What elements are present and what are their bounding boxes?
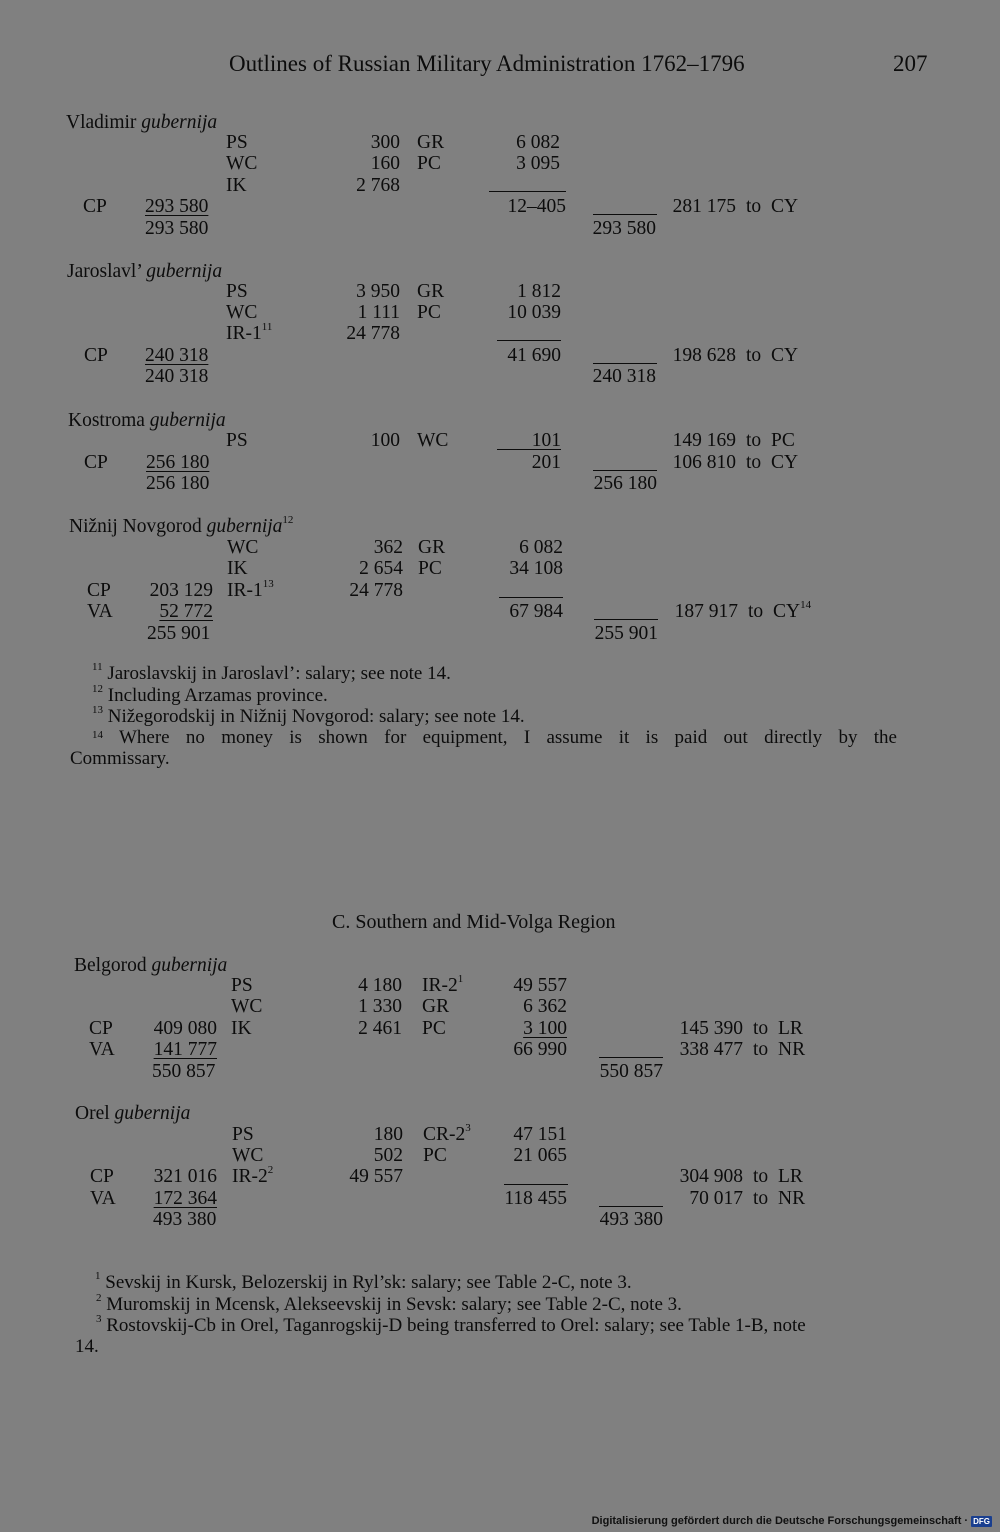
gubernija-name: Kostroma gubernija	[68, 410, 226, 431]
value: 240 318	[145, 345, 209, 366]
destination: LR	[778, 1018, 803, 1039]
remain-value: 281 175	[672, 196, 736, 217]
row-label: IK	[226, 175, 247, 196]
value: 6 082	[519, 537, 563, 558]
to-word: to	[746, 452, 762, 473]
row-label: CP	[84, 345, 108, 366]
row-label: PS	[232, 1124, 254, 1145]
total-value: 240 318	[145, 366, 209, 387]
sum-value: 12–405	[507, 196, 566, 217]
total-value: 293 580	[145, 218, 209, 239]
value: 3 095	[516, 153, 560, 174]
sum-value: 201	[531, 452, 561, 473]
total-value: 255 901	[594, 623, 658, 644]
destination: CY$^{14}$	[773, 599, 812, 622]
row-label: IK	[231, 1018, 252, 1039]
remain-value: 338 477	[679, 1039, 743, 1060]
value: 101	[531, 430, 561, 451]
total-value: 550 857	[152, 1061, 216, 1082]
row-label: VA	[90, 1188, 116, 1209]
value: 321 016	[153, 1166, 217, 1187]
remain-value: 149 169	[672, 430, 736, 451]
footnote: $^{12}$ Including Arzamas province.	[92, 683, 328, 706]
value: 21 065	[513, 1145, 567, 1166]
footnote: $^3$ Rostovskij-Cb in Orel, Taganrogskij-D being transferred to Orel: salary; see Table 1-B, note	[96, 1313, 806, 1336]
row-label: CP	[83, 196, 107, 217]
value: 34 108	[509, 558, 563, 579]
footnote-continuation: 14.	[75, 1336, 99, 1357]
to-word: to	[746, 430, 762, 451]
note-ref: 12	[282, 514, 294, 526]
value: 1 812	[517, 281, 561, 302]
row-label: GR	[422, 996, 450, 1017]
digitization-footer	[592, 1515, 992, 1527]
value: 172 364	[153, 1188, 217, 1209]
row-label: VA	[87, 601, 113, 622]
row-label: PC	[418, 558, 442, 579]
value: 180	[373, 1124, 403, 1145]
gubernija-name: Nižnij Novgorod gubernija$^{12}$	[69, 514, 294, 537]
row-label: WC	[232, 1145, 264, 1166]
remain-value: 198 628	[672, 345, 736, 366]
to-word: to	[748, 601, 764, 622]
value: 100	[370, 430, 400, 451]
value: 52 772	[159, 601, 213, 622]
destination: PC	[771, 430, 795, 451]
row-label: $IR-1^{11}$	[226, 321, 273, 344]
value: 160	[370, 153, 400, 174]
row-label: WC	[417, 430, 449, 451]
row-label: PS	[226, 132, 248, 153]
to-word: to	[753, 1018, 769, 1039]
to-word: to	[753, 1166, 769, 1187]
row-label: PC	[423, 1145, 447, 1166]
dfg-logo-icon: DFG	[973, 1516, 990, 1526]
remain-value: 187 917	[674, 601, 738, 622]
footnote: $^1$ Sevskij in Kursk, Belozerskij in Ryl’sk: salary; see Table 2-C, note 3.	[95, 1270, 632, 1293]
note-ref: 2	[267, 1164, 274, 1176]
footnote: $^{11}$ Jaroslavskij in Jaroslavl’: salary; see note 14.	[92, 661, 451, 684]
value: 256 180	[146, 452, 210, 473]
note-ref: 3	[465, 1122, 471, 1134]
to-word: to	[753, 1188, 769, 1209]
footnote: $^{14}$ Where no money is shown for equipment, I assume it is paid out directly by the Commissary.	[70, 727, 897, 769]
destination: CY	[771, 345, 799, 366]
row-label: GR	[417, 281, 445, 302]
remain-value: 145 390	[679, 1018, 743, 1039]
value: 24 778	[346, 323, 400, 344]
destination: NR	[778, 1039, 806, 1060]
row-label: PS	[226, 430, 248, 451]
row-label: CP	[90, 1166, 114, 1187]
footnote: $^2$ Muromskij in Mcensk, Alekseevskij in Sevsk: salary; see Table 2-C, note 3.	[96, 1292, 682, 1315]
sum-rule	[497, 340, 561, 341]
remain-value: 106 810	[672, 452, 736, 473]
sum-value: 118 455	[504, 1188, 567, 1209]
value: 3 950	[356, 281, 400, 302]
sum-value: 67 984	[509, 601, 563, 622]
total-value: 293 580	[592, 218, 656, 239]
destination: NR	[778, 1188, 806, 1209]
row-label: CP	[89, 1018, 113, 1039]
value: 2 768	[356, 175, 400, 196]
footnote: $^{13}$ Nižegorodskij in Nižnij Novgorod: salary; see note 14.	[92, 704, 525, 727]
row-label: WC	[231, 996, 263, 1017]
total-value: 256 180	[146, 473, 210, 494]
row-label: WC	[226, 302, 258, 323]
value: 47 151	[513, 1124, 567, 1145]
section-title: C. Southern and Mid-Volga Region	[332, 911, 616, 933]
destination: CY	[771, 196, 799, 217]
row-label: PS	[231, 975, 253, 996]
value: 2 461	[358, 1018, 402, 1039]
value: 293 580	[145, 196, 209, 217]
row-label: CP	[84, 452, 108, 473]
note-ref: 1	[457, 973, 464, 985]
note-ref: 13	[262, 578, 274, 590]
value: 141 777	[153, 1039, 217, 1060]
total-value: 493 380	[153, 1209, 217, 1230]
row-label: PC	[417, 302, 441, 323]
value: 300	[370, 132, 400, 153]
row-label: PS	[226, 281, 248, 302]
total-value: 256 180	[593, 473, 657, 494]
value: 3 100	[523, 1018, 567, 1039]
sum-value: 66 990	[513, 1039, 567, 1060]
value: 203 129	[149, 580, 213, 601]
gubernija-name: Jaroslavl’ gubernija	[67, 261, 223, 282]
value: 10 039	[507, 302, 561, 323]
row-label: CP	[87, 580, 111, 601]
sum-rule	[489, 191, 566, 192]
value: 1 330	[358, 996, 402, 1017]
total-value: 493 380	[599, 1209, 663, 1230]
row-label: PC	[417, 153, 441, 174]
sum-rule	[497, 449, 561, 450]
note-ref: 11	[261, 321, 273, 333]
gubernija-name: Orel gubernija	[75, 1103, 191, 1124]
remain-value: 70 017	[689, 1188, 743, 1209]
value: 502	[373, 1145, 403, 1166]
value: 1 111	[357, 302, 400, 323]
row-label: $IR-2^1$	[422, 973, 464, 996]
value: 4 180	[358, 975, 402, 996]
row-label: PC	[422, 1018, 446, 1039]
value: 6 082	[516, 132, 560, 153]
value: 6 362	[523, 996, 567, 1017]
page-number: 207	[893, 51, 928, 76]
sum-rule	[504, 1184, 568, 1185]
row-label: WC	[227, 537, 259, 558]
total-value: 550 857	[599, 1061, 663, 1082]
total-value: 255 901	[147, 623, 211, 644]
row-label: $IR-1^{13}$	[227, 578, 274, 601]
row-label: IK	[227, 558, 248, 579]
value: 49 557	[513, 975, 567, 996]
row-label: GR	[418, 537, 446, 558]
footer-text: Digitalisierung gefördert durch die Deutsche Forschungsgemeinschaft ·	[591, 1515, 969, 1527]
row-label: VA	[89, 1039, 115, 1060]
to-word: to	[753, 1039, 769, 1060]
row-label: WC	[226, 153, 258, 174]
gubernija-name: Belgorod gubernija	[74, 955, 228, 976]
remain-value: 304 908	[679, 1166, 743, 1187]
row-label: GR	[417, 132, 445, 153]
note-ref: 14	[800, 599, 812, 611]
sum-rule	[499, 597, 563, 598]
value: 2 654	[359, 558, 403, 579]
value: 49 557	[349, 1166, 403, 1187]
total-value: 240 318	[592, 366, 656, 387]
to-word: to	[746, 345, 762, 366]
destination: LR	[778, 1166, 803, 1187]
value: 362	[373, 537, 403, 558]
value: 24 778	[349, 580, 403, 601]
gubernija-name: Vladimir gubernija	[66, 112, 218, 133]
to-word: to	[746, 196, 762, 217]
sum-value: 41 690	[507, 345, 561, 366]
value: 409 080	[153, 1018, 217, 1039]
row-label: $CR-2^3$	[423, 1122, 471, 1145]
destination: CY	[771, 452, 799, 473]
row-label: $IR-2^2$	[232, 1164, 274, 1187]
running-title: Outlines of Russian Military Administration 1762–1796	[229, 51, 745, 76]
